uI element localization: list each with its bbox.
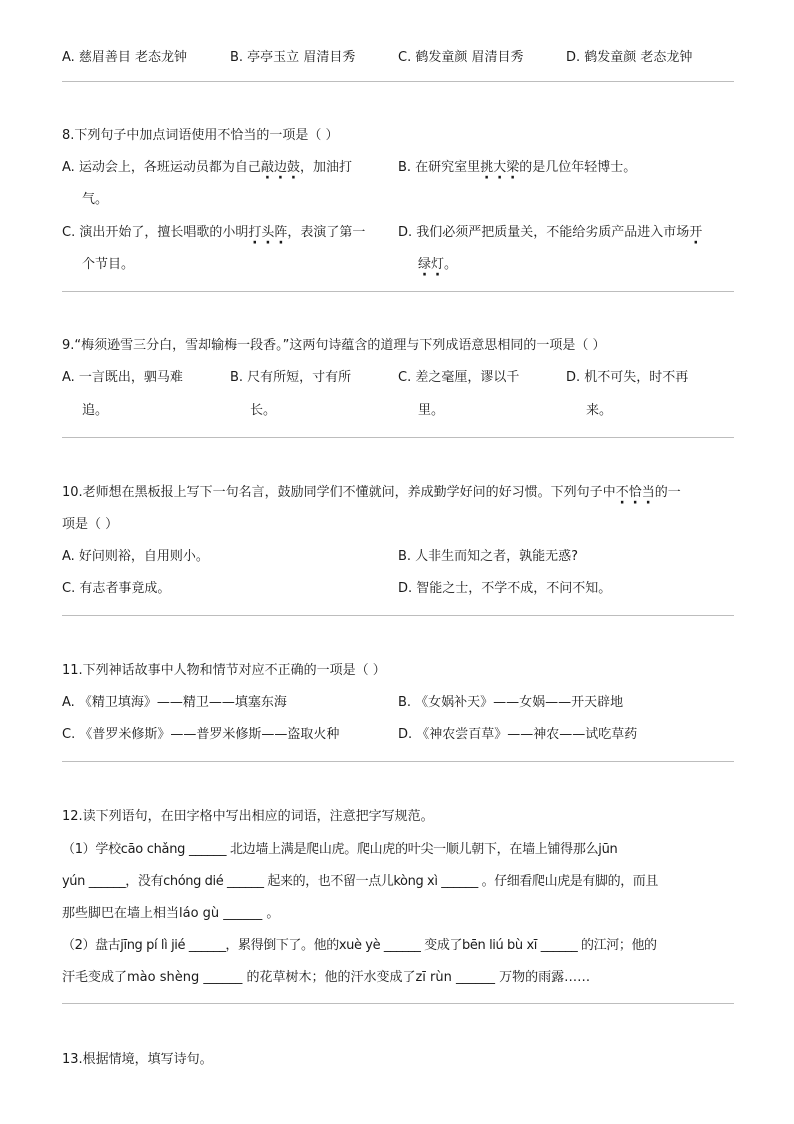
q8-b-text: B. 在研究室里 (398, 160, 481, 175)
divider (62, 615, 734, 616)
q7-option-b: B. 亭亭玉立 眉清目秀 (230, 50, 356, 65)
dotted-char: 挑 (480, 160, 494, 175)
q12-paragraph-line: （1）学校cāo chǎng ______ 北边墙上满是爬山虎。爬山虎的叶尖一顺儿朝下，在墙上铺得那么jūn (62, 842, 618, 857)
q8-option-b (398, 156, 636, 175)
q9-stem: 9.“梅须逊雪三分白，雪却输梅一段香。”这两句诗蕴含的道理与下列成语意思相同的一项是（ ） (62, 338, 606, 353)
dotted-char: 打 (248, 225, 262, 240)
q9-option-b-line2: 长。 (250, 403, 277, 418)
dotted-char: 大 (493, 160, 507, 175)
q9-option-d-line2: 来。 (586, 403, 613, 418)
q7-option-c: C. 鹤发童颜 眉清目秀 (398, 50, 524, 65)
q8-c-text-end: ，表演了第一 (287, 225, 366, 240)
q10-stem-end: 的一 (654, 485, 681, 500)
q8-b-text-end: 的是几位年轻博士。 (519, 160, 637, 175)
divider (62, 291, 734, 292)
q10-option-c: C. 有志者事竟成。 (62, 581, 171, 596)
q12-stem: 12.读下列语句，在田字格中写出相应的词语，注意把字写规范。 (62, 809, 434, 824)
q8-stem: 8.下列句子中加点词语使用不恰当的一项是（ ） (62, 128, 339, 143)
dotted-char: 边 (273, 160, 287, 175)
q12-paragraph-line: 汗毛变成了mào shèng ______ 的花草树木；他的汗水变成了zī rùn ______ 万物的雨露…… (62, 970, 591, 985)
divider (62, 81, 734, 82)
q13-stem: 13.根据情境，填写诗句。 (62, 1052, 213, 1067)
q8-a-text: A. 运动会上，各班运动员都为自己 (62, 160, 261, 175)
q10-stem-line2: 项是（ ） (62, 517, 119, 532)
q7-option-d: D. 鹤发童颜 老态龙钟 (566, 50, 693, 65)
q11-option-b: B. 《女娲补天》——女娲——开天辟地 (398, 695, 624, 710)
dotted-char: 阵 (274, 225, 288, 240)
q10-option-b: B. 人非生而知之者，孰能无惑? (398, 549, 579, 564)
dotted-char: 绿 (418, 257, 432, 272)
dotted-char: 鼓 (286, 160, 300, 175)
q11-stem: 11.下列神话故事中人物和情节对应不正确的一项是（ ） (62, 663, 386, 678)
q12-paragraph-line: 那些脚巴在墙上相当láo gù ______ 。 (62, 906, 280, 921)
dotted-char: 当 (641, 485, 655, 500)
dotted-char: 梁 (506, 160, 520, 175)
q11-option-a: A. 《精卫填海》——精卫——填塞东海 (62, 695, 287, 710)
q8-c-text: C. 演出开始了，擅长唱歌的小明 (62, 225, 249, 240)
dotted-char: 敲 (260, 160, 274, 175)
q8-option-c-line2: 个节目。 (82, 257, 135, 272)
dotted-char: 不 (615, 485, 629, 500)
q9-option-c-line2: 里。 (418, 403, 445, 418)
q9-option-d: D. 机不可失，时不再 (566, 370, 689, 385)
q8-d-text: D. 我们必须严把质量关，不能给劣质产品进入市场 (398, 225, 690, 240)
divider (62, 437, 734, 438)
q10-option-d: D. 智能之士，不学不成，不问不知。 (398, 581, 612, 596)
dotted-char: 头 (261, 225, 275, 240)
q10-stem-text: 10.老师想在黑板报上写下一句名言，鼓励同学们不懂就问，养成勤学好问的好习惯。下列句子中 (62, 485, 616, 500)
q10-option-a: A. 好问则裕，自用则小。 (62, 549, 209, 564)
dotted-char: 恰 (628, 485, 642, 500)
q9-option-c: C. 差之毫厘，谬以千 (398, 370, 520, 385)
q8-option-d (398, 221, 702, 240)
q11-option-c: C. 《普罗米修斯》——普罗米修斯——盗取火种 (62, 727, 340, 742)
q8-option-c (62, 221, 365, 240)
q8-d-text-end: 。 (444, 257, 458, 272)
dotted-char: 灯 (431, 257, 445, 272)
q10-stem (62, 481, 681, 500)
divider (62, 1003, 734, 1004)
dotted-char: 开 (689, 225, 703, 240)
q12-paragraph-line: （2）盘古jīng pí lì jié ______，累得倒下了。他的xuè yè ______ 变成了bēn liú bù xī ______ 的江河；他的 (62, 938, 657, 953)
q7-option-a: A. 慈眉善目 老态龙钟 (62, 50, 188, 65)
q9-option-a-line2: 追。 (82, 403, 109, 418)
q8-a-text-end: ，加油打 (299, 160, 352, 175)
q9-option-b: B. 尺有所短，寸有所 (230, 370, 352, 385)
q8-option-d-line2 (418, 253, 457, 272)
q8-option-a-line2: 气。 (82, 192, 109, 207)
q12-paragraph-line: yún ______，没有chóng dié ______ 起来的，也不留一点儿kòng xì ______ 。仔细看爬山虎是有脚的，而且 (62, 874, 659, 889)
q11-option-d: D. 《神农尝百草》——神农——试吃草药 (398, 727, 638, 742)
divider (62, 761, 734, 762)
q9-option-a: A. 一言既出，驷马难 (62, 370, 183, 385)
q8-option-a (62, 156, 352, 175)
